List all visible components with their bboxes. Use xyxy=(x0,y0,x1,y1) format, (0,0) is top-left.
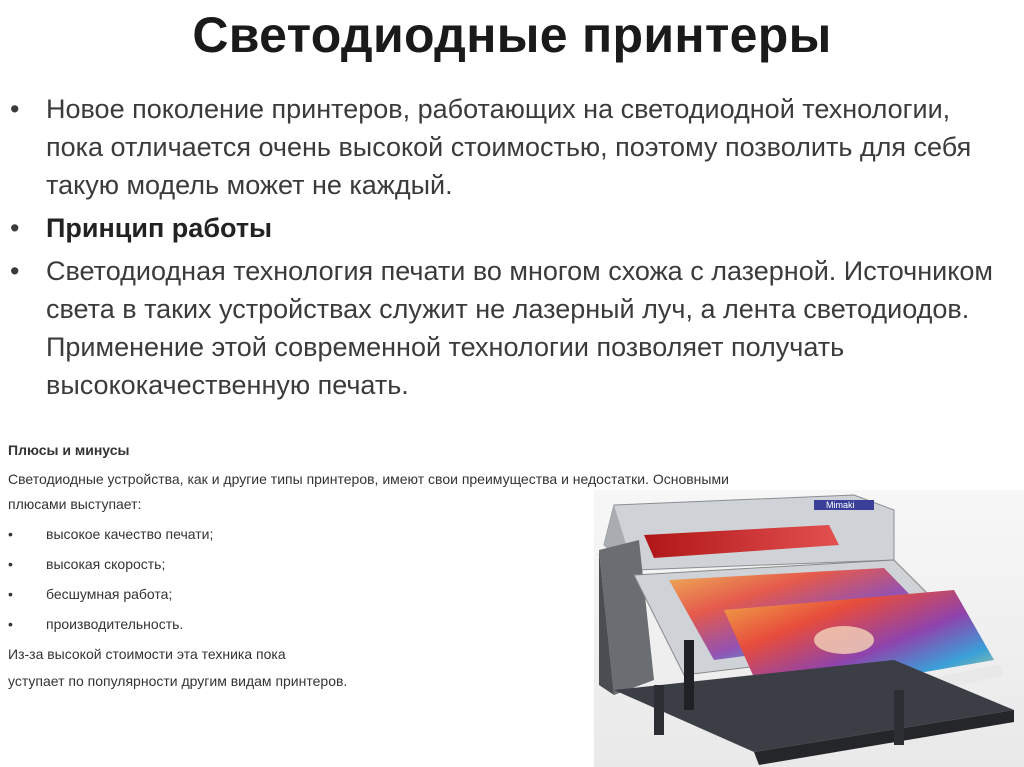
pros-item xyxy=(8,525,213,543)
pros-item-text: бесшумная работа; xyxy=(46,586,173,602)
pros-item-text: производительность. xyxy=(46,616,184,632)
outro-line: Из-за высокой стоимости эта техника пока xyxy=(8,646,286,662)
bullet-item xyxy=(8,90,1008,204)
pros-item xyxy=(8,585,172,603)
pros-item xyxy=(8,615,183,633)
bullet-glyph: • xyxy=(10,213,20,243)
bullet-text: Новое поколение принтеров, работающих на светодиодной технологии, пока отличается очень высокой стоимостью, поэтому позволить для себя такую модель может не каждый. xyxy=(46,94,972,200)
bullet-glyph: • xyxy=(8,556,13,572)
bullet-glyph: • xyxy=(8,616,13,632)
bullet-glyph: • xyxy=(8,526,13,542)
intro-line: плюсами выступает: xyxy=(8,496,142,512)
printer-brand-label: Mimaki xyxy=(826,500,855,510)
printer-illustration xyxy=(594,490,1024,767)
slide-title: Светодиодные принтеры xyxy=(192,7,832,63)
main-bullet-list xyxy=(8,90,1008,409)
printer-image xyxy=(594,490,1024,767)
pros-cons-heading: Плюсы и минусы xyxy=(8,442,130,458)
intro-line: Светодиодные устройства, как и другие типы принтеров, имеют свои преимущества и недостатки. Основными xyxy=(8,471,729,487)
bullet-text: Светодиодная технология печати во многом схожа с лазерной. Источником света в таких устройствах служит не лазерный луч, а лента светодиодов. Применение этой современной технологии позволяет получать высококачественную печать. xyxy=(46,256,993,400)
bullet-glyph: • xyxy=(8,586,13,602)
outro-line: уступает по популярности другим видам принтеров. xyxy=(8,673,348,689)
bullet-glyph: • xyxy=(10,94,20,124)
bullet-item xyxy=(8,252,1008,404)
bullet-glyph: • xyxy=(10,256,20,286)
pros-item-text: высокое качество печати; xyxy=(46,526,214,542)
bullet-text: Принцип работы xyxy=(46,213,273,243)
pros-item-text: высокая скорость; xyxy=(46,556,166,572)
pros-item xyxy=(8,555,165,573)
bullet-item xyxy=(8,209,1008,247)
